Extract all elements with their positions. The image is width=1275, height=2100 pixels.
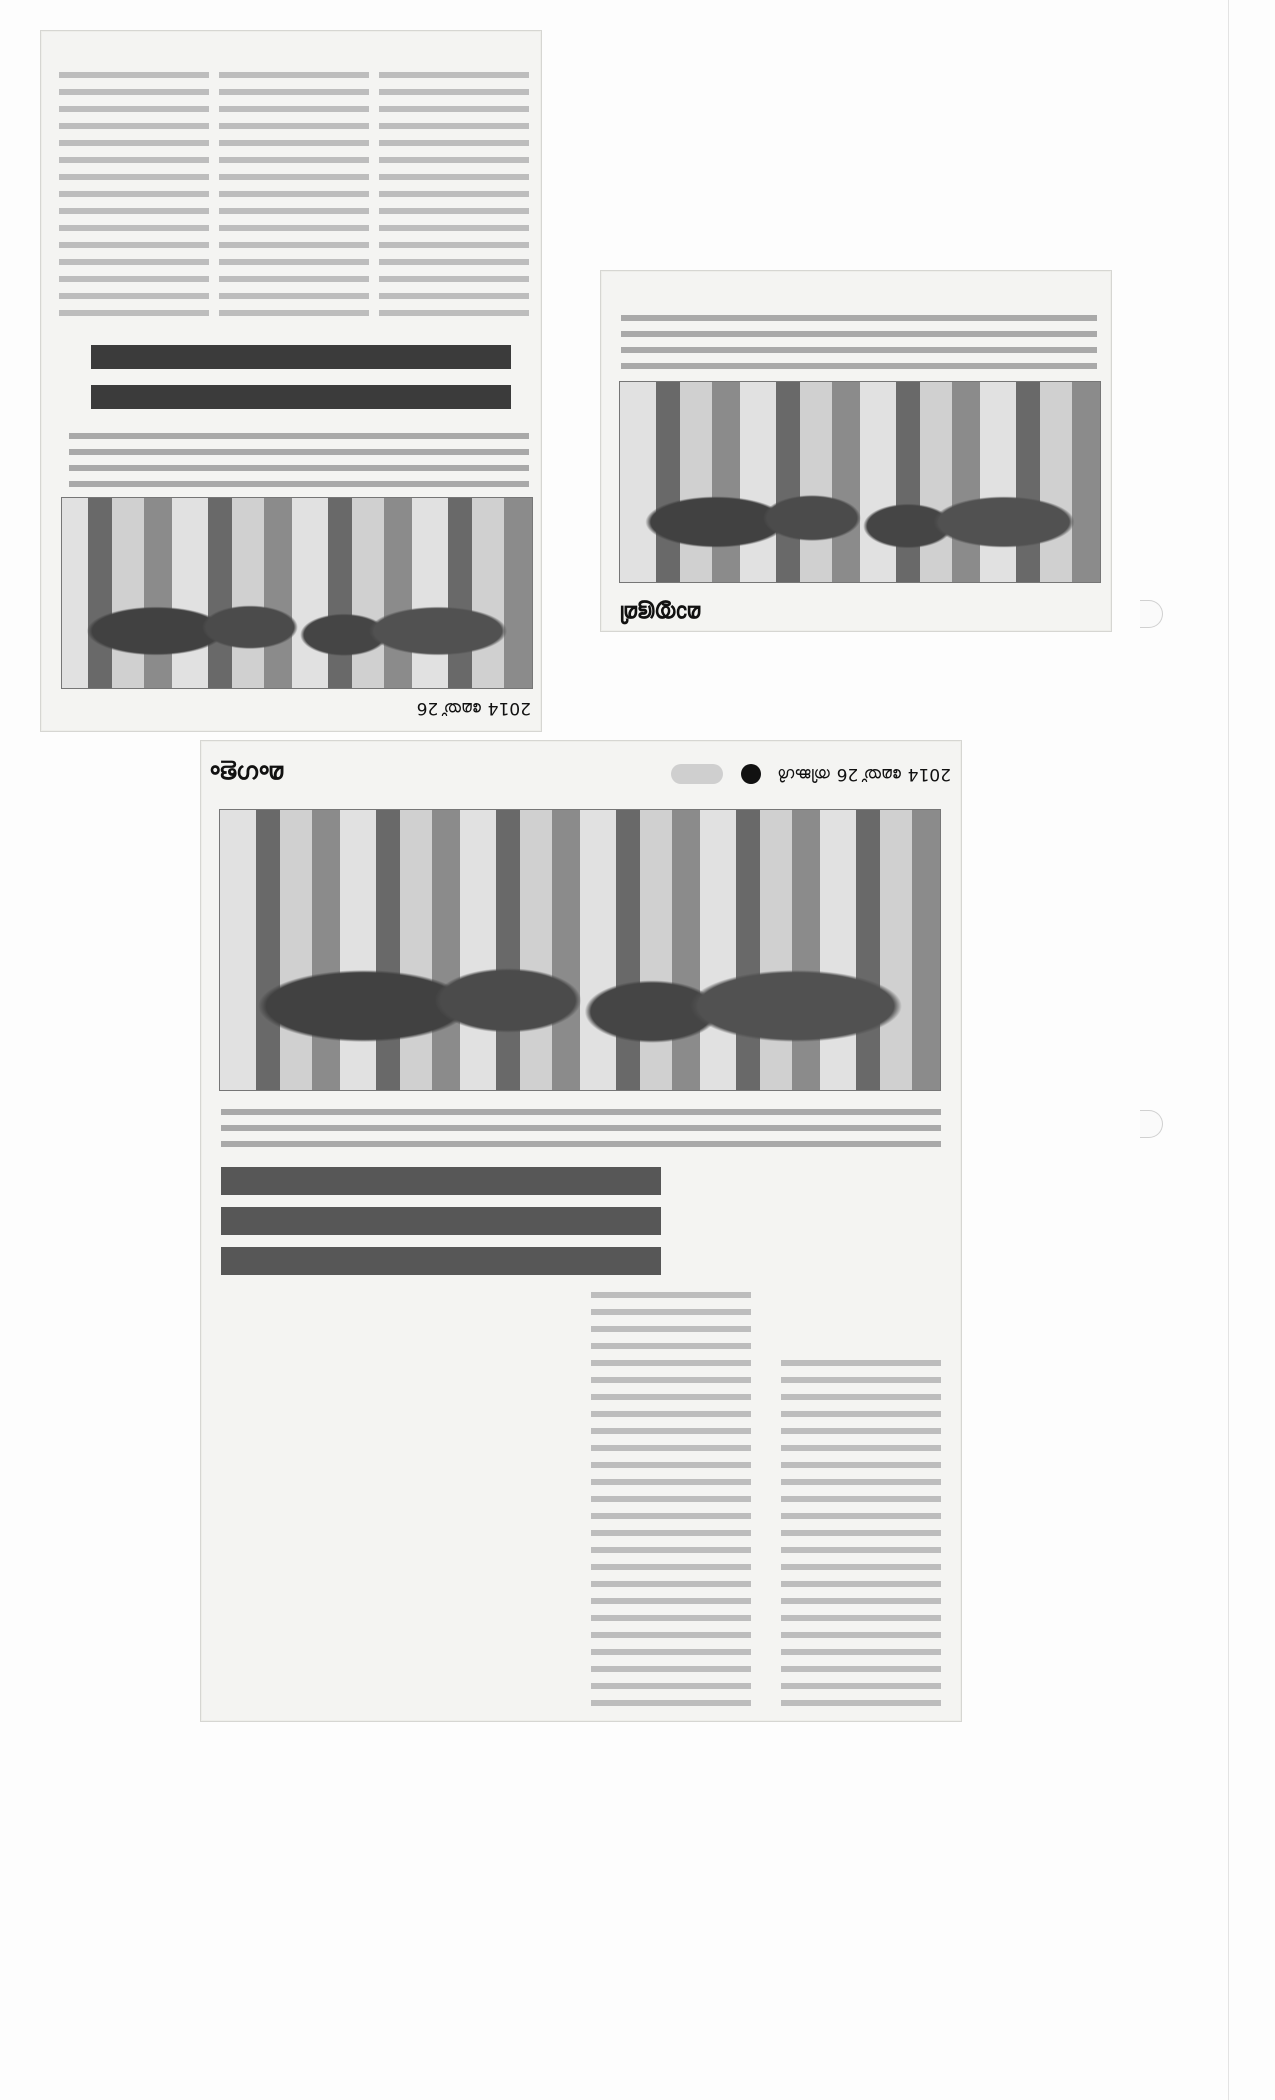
clipping-top-left bbox=[40, 30, 542, 732]
article-column bbox=[59, 61, 209, 321]
news-headline bbox=[91, 335, 511, 415]
masthead-date: 2014 മേയ് 26 bbox=[416, 698, 531, 718]
punch-hole-mark bbox=[1140, 600, 1163, 628]
clipping-top-right bbox=[600, 270, 1112, 632]
masthead-date: 2014 മേയ് 26 തിങ്കൾ bbox=[778, 764, 951, 784]
clipping-masthead bbox=[41, 691, 541, 725]
bullet-dot-icon bbox=[741, 764, 761, 784]
event-photo bbox=[619, 381, 1101, 583]
clipping-bottom bbox=[200, 740, 962, 1722]
masthead-title: മംഗളം bbox=[211, 760, 286, 788]
scan-edge-line bbox=[1228, 0, 1229, 2100]
clipping-masthead bbox=[201, 757, 961, 791]
article-column bbox=[591, 1291, 751, 1711]
oval-badge-icon bbox=[671, 764, 723, 784]
photo-caption bbox=[621, 309, 1097, 373]
punch-hole-mark bbox=[1140, 1110, 1163, 1138]
article-column bbox=[781, 1351, 941, 1711]
article-column bbox=[219, 61, 369, 321]
photo-caption bbox=[221, 1099, 941, 1151]
news-headline bbox=[221, 1161, 661, 1281]
photo-caption bbox=[69, 427, 529, 491]
section-title: മാതൃഭൂമി bbox=[621, 600, 703, 625]
group-photo bbox=[219, 809, 941, 1091]
article-column bbox=[379, 61, 529, 321]
group-photo bbox=[61, 497, 533, 689]
